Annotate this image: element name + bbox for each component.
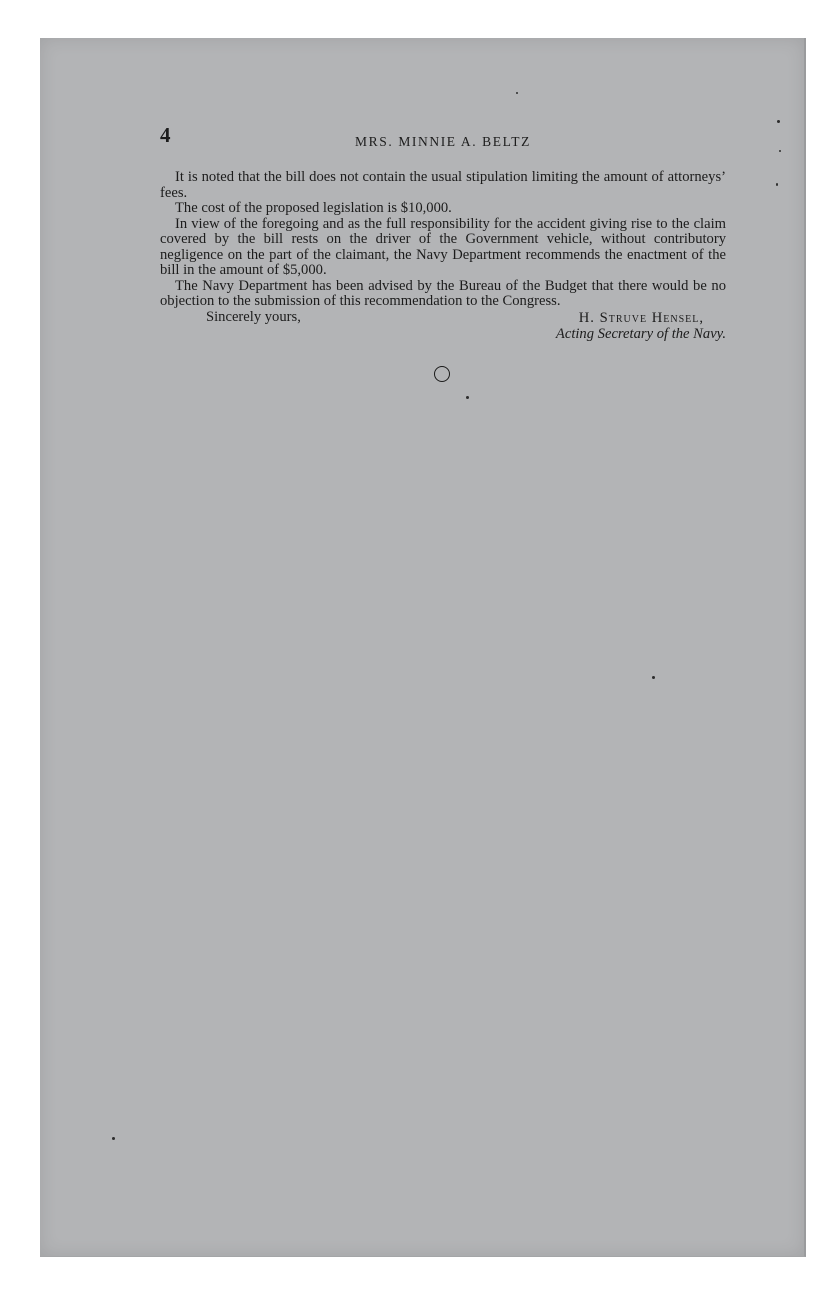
paper-speck bbox=[466, 396, 469, 399]
paragraph-budget-bureau: The Navy Department has been advised by the Bureau of the Budget that there would be no objection to the submission of this recommendation to the Congress. bbox=[160, 277, 726, 309]
paper-speck bbox=[112, 1137, 115, 1140]
paper-speck bbox=[776, 183, 778, 186]
paper-speck bbox=[516, 92, 518, 94]
paper-speck bbox=[652, 676, 655, 679]
letter-body bbox=[160, 123, 726, 342]
page-header bbox=[160, 123, 726, 156]
signer-title: Acting Secretary of the Navy. bbox=[555, 325, 726, 342]
running-head: MRS. MINNIE A. BELTZ bbox=[355, 134, 531, 149]
punch-hole-ring bbox=[434, 366, 450, 382]
paragraph-attorneys-fees: It is noted that the bill does not contain the usual stipulation limiting the amount of attorneys’ fees. bbox=[160, 169, 726, 201]
page-number: 4 bbox=[160, 123, 171, 147]
paper-speck bbox=[779, 150, 781, 152]
paper-speck bbox=[777, 120, 780, 123]
closing: Sincerely yours, bbox=[206, 308, 301, 325]
paragraph-recommendation: In view of the foregoing and as the full responsibility for the accident giving rise to the claim covered by the bill rests on the driver of the Government vehicle, without contributory negligence on the part of the claimant, the Navy Department recommends the enactment of the bill in the amount of $5,000. bbox=[160, 215, 726, 278]
paragraph-cost: The cost of the proposed legislation is $10,000. bbox=[175, 200, 452, 216]
signer-name: H. Struve Hensel, bbox=[578, 310, 704, 326]
